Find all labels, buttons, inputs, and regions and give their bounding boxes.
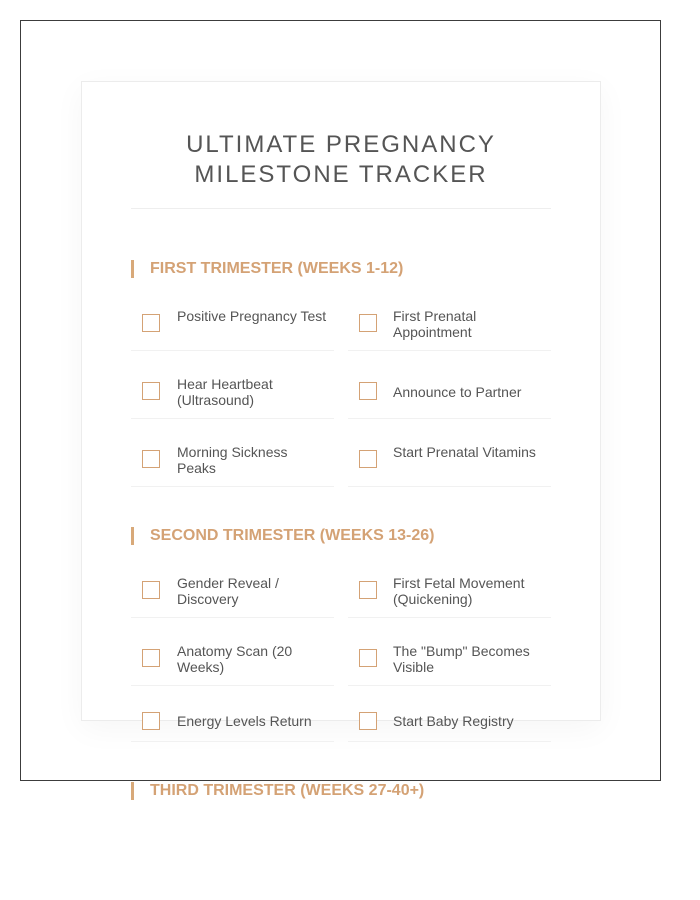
- milestone-label: Morning Sickness Peaks: [177, 444, 288, 476]
- milestone-checkbox[interactable]: [142, 581, 160, 599]
- milestone-checkbox[interactable]: [142, 314, 160, 332]
- milestone-label: Gender Reveal / Discovery: [177, 575, 279, 607]
- milestone-item[interactable]: [348, 703, 551, 742]
- section-heading-first-trimester: FIRST TRIMESTER (WEEKS 1-12): [131, 260, 403, 278]
- milestone-checkbox[interactable]: [359, 450, 377, 468]
- milestone-label: Announce to Partner: [393, 384, 522, 400]
- milestone-checkbox[interactable]: [142, 382, 160, 400]
- milestone-label: Positive Pregnancy Test: [177, 308, 327, 324]
- milestone-checkbox[interactable]: [359, 314, 377, 332]
- milestone-item[interactable]: [348, 368, 551, 419]
- section-heading-second-trimester: SECOND TRIMESTER (WEEKS 13-26): [131, 527, 434, 545]
- milestone-checkbox[interactable]: [142, 450, 160, 468]
- milestone-label: First Fetal Movement (Quickening): [393, 575, 525, 607]
- milestone-label: First Prenatal Appointment: [393, 308, 477, 340]
- milestone-item[interactable]: [348, 436, 551, 487]
- milestone-label: Start Baby Registry: [393, 713, 514, 729]
- milestone-label: Energy Levels Return: [177, 713, 312, 729]
- milestone-item[interactable]: [131, 635, 334, 686]
- milestone-checkbox[interactable]: [142, 712, 160, 730]
- milestone-checkbox[interactable]: [359, 581, 377, 599]
- milestone-checkbox[interactable]: [359, 649, 377, 667]
- milestone-label: Hear Heartbeat (Ultrasound): [177, 376, 273, 408]
- title-line-2: MILESTONE TRACKER: [194, 161, 488, 188]
- milestone-checkbox[interactable]: [359, 712, 377, 730]
- milestone-item[interactable]: [348, 635, 551, 686]
- milestone-label: Start Prenatal Vitamins: [393, 444, 536, 460]
- milestone-item[interactable]: [348, 300, 551, 351]
- title-divider: [131, 208, 551, 209]
- milestone-label: The "Bump" Becomes Visible: [393, 643, 530, 675]
- milestone-item[interactable]: [348, 567, 551, 618]
- milestone-checkbox[interactable]: [142, 649, 160, 667]
- title-line-1: ULTIMATE PREGNANCY: [186, 131, 496, 158]
- section-heading-third-trimester: THIRD TRIMESTER (WEEKS 27-40+): [131, 782, 424, 800]
- milestone-item[interactable]: [131, 703, 334, 742]
- milestone-item[interactable]: [131, 368, 334, 419]
- milestone-label: Anatomy Scan (20 Weeks): [177, 643, 293, 675]
- milestone-item[interactable]: [131, 567, 334, 618]
- milestone-item[interactable]: [131, 300, 334, 351]
- milestone-item[interactable]: [131, 436, 334, 487]
- milestone-checkbox[interactable]: [359, 382, 377, 400]
- page-title: [131, 130, 551, 190]
